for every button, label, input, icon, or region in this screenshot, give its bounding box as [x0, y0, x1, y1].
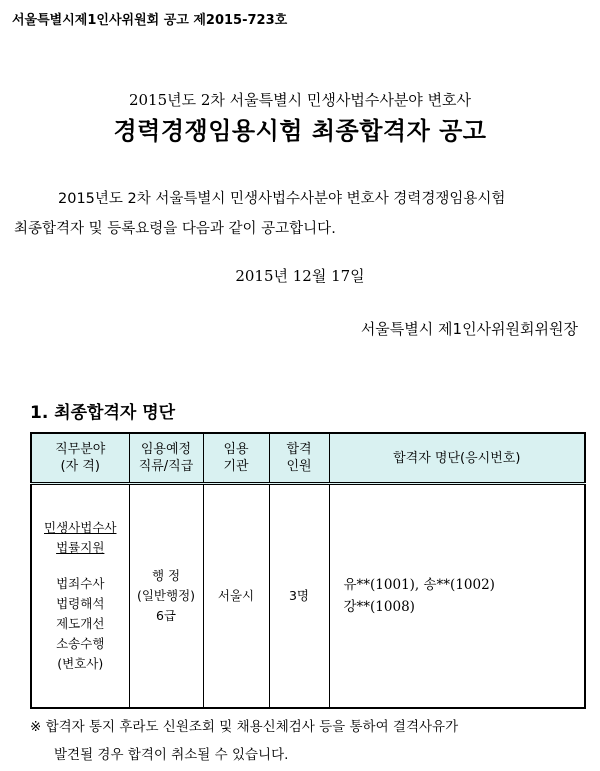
footnote [30, 713, 590, 769]
page-title: 경력경쟁임용시험 최종합격자 공고 [113, 117, 487, 145]
subtitle: 2015년도 2차 서울특별시 민생사법수사분야 변호사 [128, 91, 472, 109]
header-count: 합격 인원 [269, 433, 329, 484]
header-agency: 임용 기관 [203, 433, 269, 484]
announcement-line-1: 2015년도 2차 서울특별시 민생사법수사분야 변호사 경력경쟁임용시험 [58, 191, 506, 207]
cell-position: 행 정 (일반행정) 6급 [129, 484, 203, 709]
header-names: 합격자 명단(응시번호) [329, 433, 585, 484]
table-row [31, 484, 585, 709]
announcement-line-2: 최종합격자 및 등록요령을 다음과 같이 공고합니다. [14, 221, 336, 237]
table-header-row [31, 433, 585, 484]
footnote-line-1: ※ 합격자 통지 후라도 신원조회 및 채용신체검사 등을 통하여 결격사유가 [30, 719, 459, 735]
cell-field: 민생사법수사 법률지원 법죄수사 법령해석 제도개선 소송수행 (변호사) [31, 484, 129, 709]
section-heading: 1. 최종합격자 명단 [30, 403, 176, 423]
signer: 서울특별시 제1인사위원회위원장 [360, 320, 578, 338]
field-main: 민생사법수사 법률지원 [44, 520, 117, 555]
footnote-line-2: 발견될 경우 합격이 취소될 수 있습니다. [54, 747, 289, 763]
cell-count: 3명 [269, 484, 329, 709]
header-field: 직무분야 (자 격) [31, 433, 129, 484]
cell-agency: 서울시 [203, 484, 269, 709]
header-position: 임용예정 직류/직급 [129, 433, 203, 484]
notice-number: 서울특별시제1인사위원회 공고 제2015-723호 [12, 13, 288, 28]
announcement-date: 2015년 12월 17일 [235, 267, 365, 285]
result-table [30, 432, 586, 709]
cell-names: 유**(1001), 송**(1002) 강**(1008) [329, 484, 585, 709]
announcement-paragraph [14, 184, 590, 244]
